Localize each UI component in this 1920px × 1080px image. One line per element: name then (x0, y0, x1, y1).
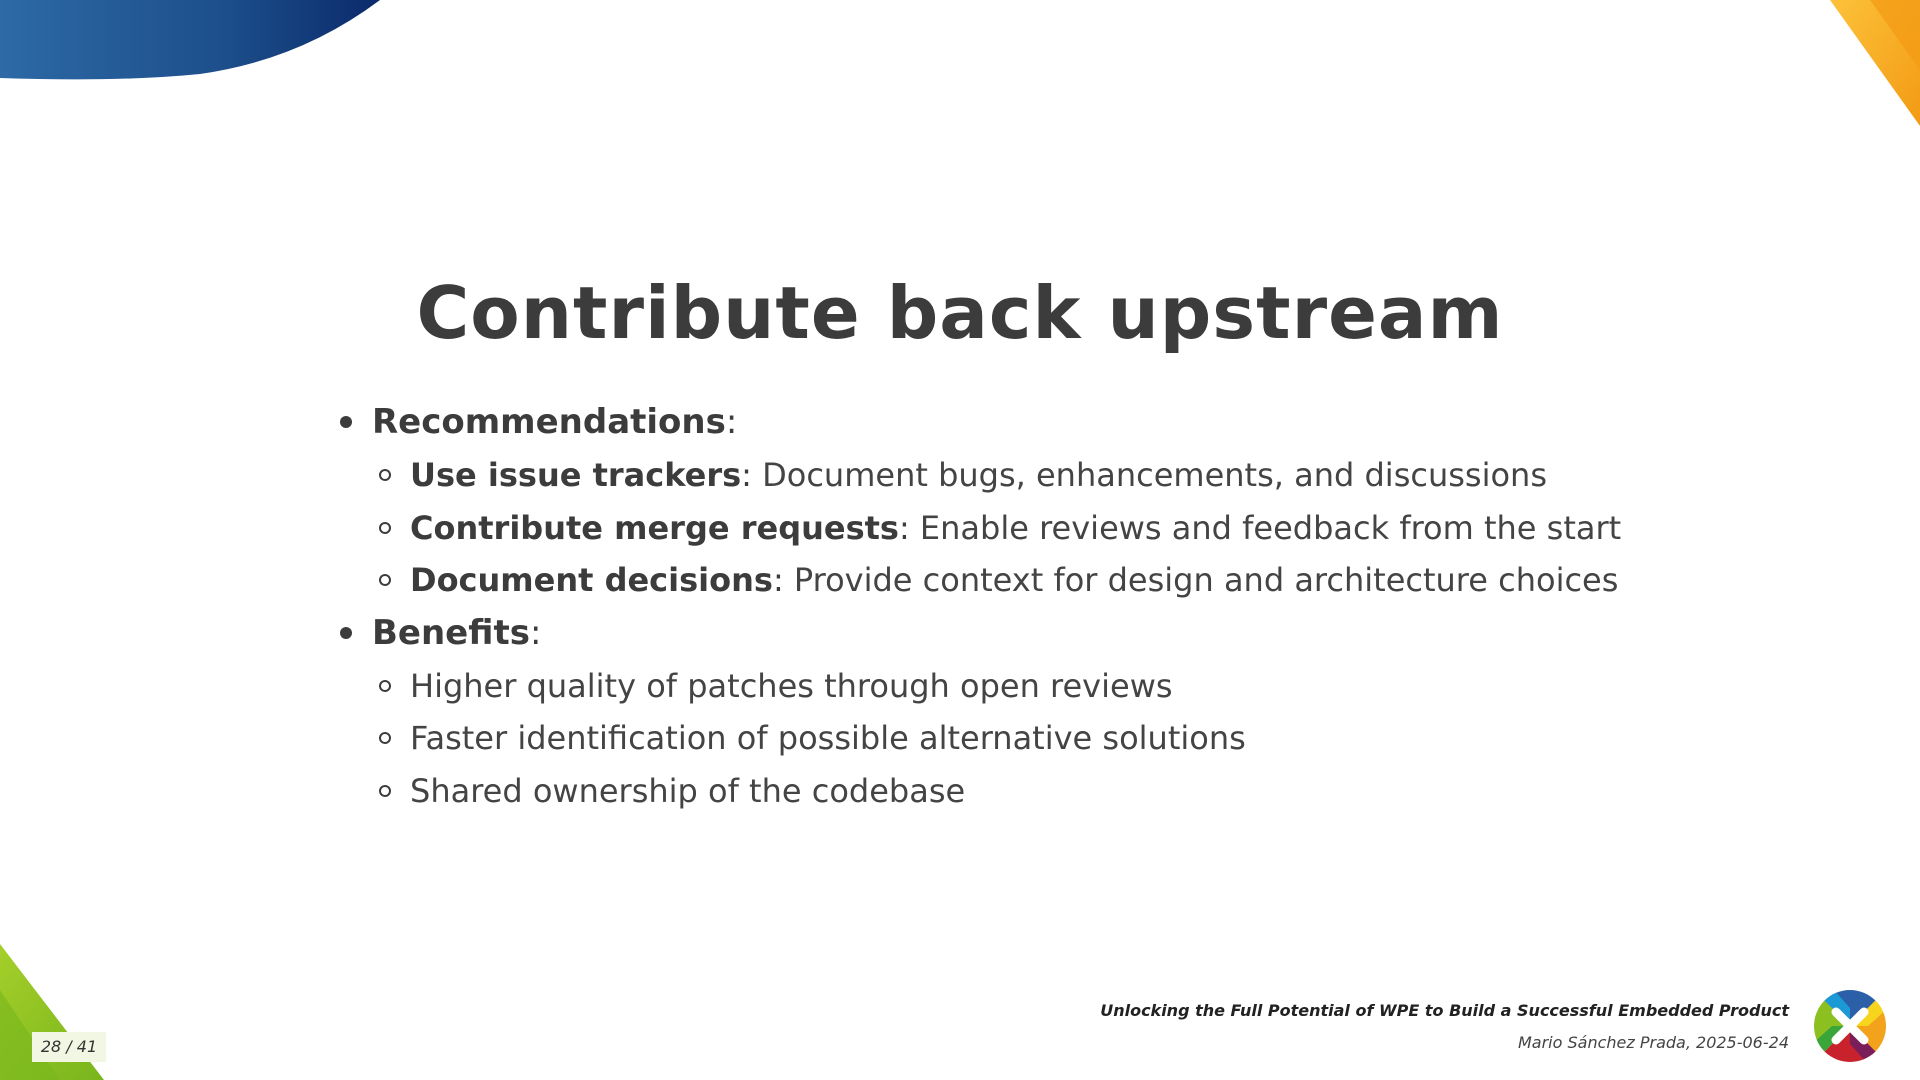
sub-item (336, 660, 1736, 713)
bullet-list (336, 396, 1736, 817)
sub-item: Use issue trackers: Document bugs, enhancements, and discussions (336, 449, 1736, 502)
sub-item-text: Document bugs, enhancements, and discussions (762, 456, 1547, 494)
sub-item: Document decisions: Provide context for design and architecture choices (336, 554, 1736, 607)
bullet-recommendations (336, 396, 1736, 449)
bullet-dot-icon (340, 416, 352, 428)
footer-talk-title: Unlocking the Full Potential of WPE to Build a Successful Embedded Product (1100, 1001, 1789, 1020)
sub-item: Contribute merge requests: Enable reviews and feedback from the start (336, 502, 1736, 555)
sub-item (336, 765, 1736, 818)
sub-item-bold: Use issue trackers (410, 456, 742, 494)
sub-item-text: Enable reviews and feedback from the start (919, 508, 1622, 547)
page-number: 28 / 41 (32, 1032, 106, 1062)
blue-arc-shape (0, 0, 380, 79)
circle-bullet-icon (379, 469, 391, 481)
sub-item-text: Shared ownership of the codebase (410, 771, 966, 810)
sub-item (336, 712, 1736, 765)
multicolor-x-logo-icon (1812, 988, 1888, 1064)
bullet-benefits (336, 607, 1736, 660)
sub-item-bold: Contribute merge requests (410, 508, 899, 547)
sub-item-text: Higher quality of patches through open reviews (410, 666, 1173, 705)
circle-bullet-icon (379, 732, 391, 744)
circle-bullet-icon (379, 574, 391, 586)
circle-bullet-icon (379, 522, 391, 534)
slide-title: Contribute back upstream (416, 271, 1504, 355)
sub-item-bold: Document decisions (410, 561, 773, 599)
bullet-dot-icon (340, 627, 352, 639)
circle-bullet-icon (379, 680, 391, 692)
colon: : (725, 402, 738, 442)
sub-item-text: Provide context for design and architecture choices (793, 561, 1619, 599)
colon: : (529, 612, 542, 653)
bullet-heading: Benefits (372, 612, 530, 653)
bullet-heading: Recommendations (372, 402, 726, 442)
footer-author-date: Mario Sánchez Prada, 2025-06-24 (1517, 1033, 1789, 1052)
circle-bullet-icon (379, 785, 391, 797)
sub-item-text: Faster identification of possible alternative solutions (410, 719, 1246, 757)
